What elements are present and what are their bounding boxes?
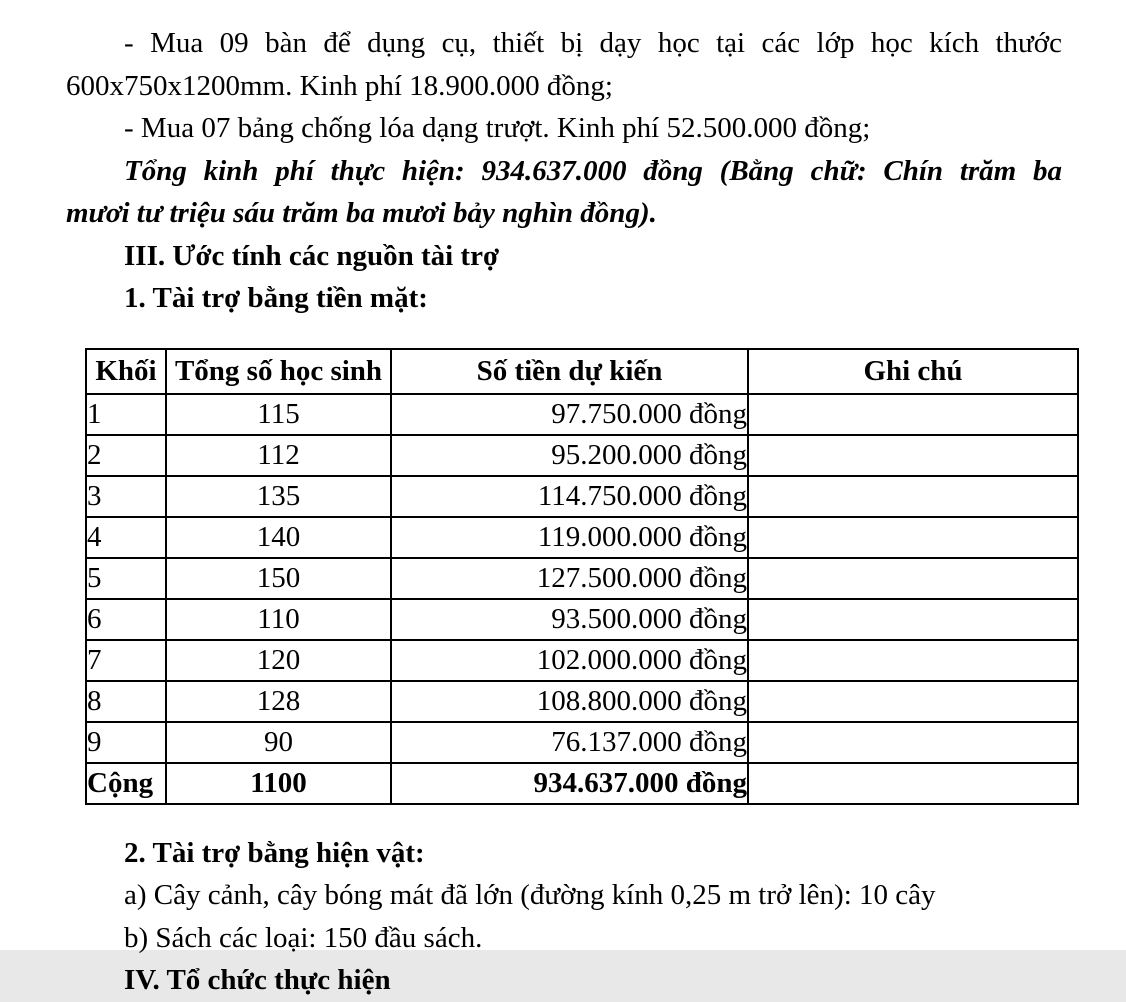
cell-students: 140 [166, 517, 391, 558]
cell-total-students: 1100 [166, 763, 391, 804]
cell-amount: 127.500.000 đồng [391, 558, 748, 599]
paragraph-buy-boards: - Mua 07 bảng chống lóa dạng trượt. Kinh phí 52.500.000 đồng; [124, 112, 871, 144]
cell-amount: 102.000.000 đồng [391, 640, 748, 681]
cell-note [748, 435, 1078, 476]
paragraph-buy-desks-line1: - Mua 09 bàn để dụng cụ, thiết bị dạy học tại các lớp học kích thước [124, 27, 1062, 59]
table-row-grade-2 [86, 435, 1078, 476]
cell-grade: 7 [86, 640, 166, 681]
cell-students: 128 [166, 681, 391, 722]
cell-students: 90 [166, 722, 391, 763]
item-b-books: b) Sách các loại: 150 đầu sách. [124, 921, 483, 954]
cell-amount: 97.750.000 đồng [391, 394, 748, 435]
cash-sponsorship-table [85, 348, 1079, 805]
table-row-grade-8 [86, 681, 1078, 722]
cell-amount: 76.137.000 đồng [391, 722, 748, 763]
cell-amount: 95.200.000 đồng [391, 435, 748, 476]
cell-grade: 8 [86, 681, 166, 722]
cell-note [748, 681, 1078, 722]
cell-grade: 5 [86, 558, 166, 599]
cell-amount: 119.000.000 đồng [391, 517, 748, 558]
cell-students: 120 [166, 640, 391, 681]
cell-grade: 9 [86, 722, 166, 763]
cell-total-label: Cộng [86, 763, 166, 804]
cell-note [748, 558, 1078, 599]
item-a-trees: a) Cây cảnh, cây bóng mát đã lớn (đường kính 0,25 m trở lên): 10 cây [124, 879, 936, 911]
heading-section-iii: III. Ước tính các nguồn tài trợ [124, 239, 500, 272]
cell-grade: 2 [86, 435, 166, 476]
cell-students: 115 [166, 394, 391, 435]
cell-note [748, 599, 1078, 640]
column-header-notes: Ghi chú [748, 349, 1078, 394]
cell-note [748, 517, 1078, 558]
table-row-grade-9 [86, 722, 1078, 763]
cell-amount: 93.500.000 đồng [391, 599, 748, 640]
cell-total-note [748, 763, 1078, 804]
heading-section-iv-clipped: IV. Tổ chức thực hiện [124, 964, 391, 996]
cell-students: 135 [166, 476, 391, 517]
cell-amount: 114.750.000 đồng [391, 476, 748, 517]
cell-note [748, 722, 1078, 763]
cell-students: 112 [166, 435, 391, 476]
cell-note [748, 640, 1078, 681]
table-row-grade-1 [86, 394, 1078, 435]
table-row-grade-6 [86, 599, 1078, 640]
table-row-grade-7 [86, 640, 1078, 681]
column-header-total-students: Tổng số học sinh [166, 349, 391, 394]
cell-grade: 3 [86, 476, 166, 517]
cell-note [748, 476, 1078, 517]
cell-grade: 4 [86, 517, 166, 558]
cell-grade: 6 [86, 599, 166, 640]
table-header-row [86, 349, 1078, 394]
heading-inkind-sponsorship: 2. Tài trợ bằng hiện vật: [124, 836, 425, 869]
cell-note [748, 394, 1078, 435]
table-row-grade-4 [86, 517, 1078, 558]
column-header-expected-amount: Số tiền dự kiến [391, 349, 748, 394]
paragraph-total-cost-line1: Tổng kinh phí thực hiện: 934.637.000 đồng (Bằng chữ: Chín trăm ba [124, 154, 1062, 187]
table-row-total [86, 763, 1078, 804]
column-header-grade: Khối [86, 349, 166, 394]
cell-students: 110 [166, 599, 391, 640]
heading-cash-sponsorship: 1. Tài trợ bằng tiền mặt: [124, 282, 428, 314]
cell-amount: 108.800.000 đồng [391, 681, 748, 722]
cell-students: 150 [166, 558, 391, 599]
cell-grade: 1 [86, 394, 166, 435]
table-row-grade-5 [86, 558, 1078, 599]
paragraph-total-cost-line2: mươi tư triệu sáu trăm ba mươi bảy nghìn đồng). [66, 197, 657, 229]
paragraph-buy-desks-line2: 600x750x1200mm. Kinh phí 18.900.000 đồng; [66, 69, 613, 102]
table-row-grade-3 [86, 476, 1078, 517]
cell-total-amount: 934.637.000 đồng [391, 763, 748, 804]
